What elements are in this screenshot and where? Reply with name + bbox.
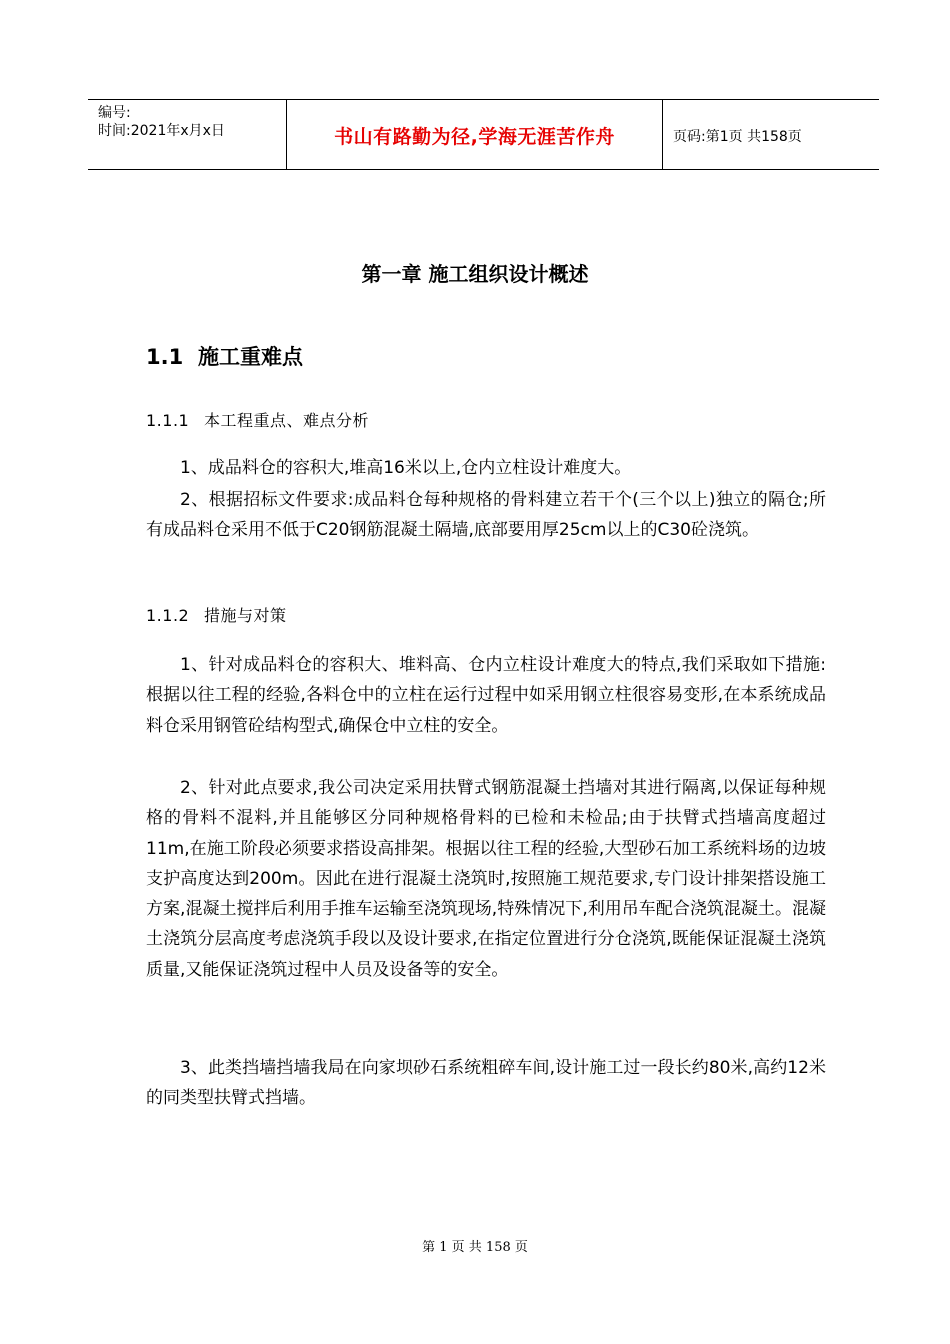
header-divider [662,100,663,169]
body-paragraph: 1、成品料仓的容积大,堆高16米以上,仓内立柱设计难度大。 [180,458,632,478]
time-label: 时间:2021年x月x日 [98,123,225,139]
subsection-number: 1.1.2 [146,606,190,625]
section-number: 1.1 [146,345,184,369]
header-motto: 书山有路勤为径,学海无涯苦作舟 [334,126,615,148]
header-meta [98,104,225,140]
subsection-number: 1.1.1 [146,411,190,430]
subsection-title: 本工程重点、难点分析 [204,411,370,430]
header-page-number: 页码:第1页 共158页 [673,129,802,145]
page-header [88,99,879,170]
serial-label: 编号: [98,105,131,121]
chapter-title: 第一章 施工组织设计概述 [361,262,589,286]
subsection-title: 措施与对策 [204,606,287,625]
body-paragraph: 1、针对成品料仓的容积大、堆料高、仓内立柱设计难度大的特点,我们采取如下措施:根据以往工程的经验,各料仓中的立柱在运行过程中如采用钢立柱很容易变形,在本系统成品料仓采用钢管砼结构型式,确保仓中立柱的安全。 [146,655,826,736]
section-title: 施工重难点 [198,345,303,369]
subsection-heading [146,408,369,431]
section-heading [146,341,303,371]
page-footer: 第 1 页 共 158 页 [422,1240,528,1255]
body-paragraph: 2、根据招标文件要求:成品料仓每种规格的骨料建立若干个(三个以上)独立的隔仓;所有成品料仓采用不低于C20钢筋混凝土隔墙,底部要用厚25cm以上的C30砼浇筑。 [146,490,826,541]
subsection-heading [146,603,287,626]
body-paragraph: 2、针对此点要求,我公司决定采用扶臂式钢筋混凝土挡墙对其进行隔离,以保证每种规格的骨料不混料,并且能够区分同种规格骨料的已检和未检品;由于扶臂式挡墙高度超过11m,在施工阶段必须要求搭设高排架。根据以往工程的经验,大型砂石加工系统料场的边坡支护高度达到200m。因此在进行混凝土浇筑时,按照施工规范要求,专门设计排架搭设施工方案,混凝土搅拌后利用手推车运输至浇筑现场,特殊情况下,利用吊车配合浇筑混凝土。混凝土浇筑分层高度考虑浇筑手段以及设计要求,在指定位置进行分仓浇筑,既能保证混凝土浇筑质量,又能保证浇筑过程中人员及设备等的安全。 [146,778,826,980]
body-paragraph: 3、此类挡墙挡墙我局在向家坝砂石系统粗碎车间,设计施工过一段长约80米,高约12米的同类型扶臂式挡墙。 [146,1058,826,1109]
